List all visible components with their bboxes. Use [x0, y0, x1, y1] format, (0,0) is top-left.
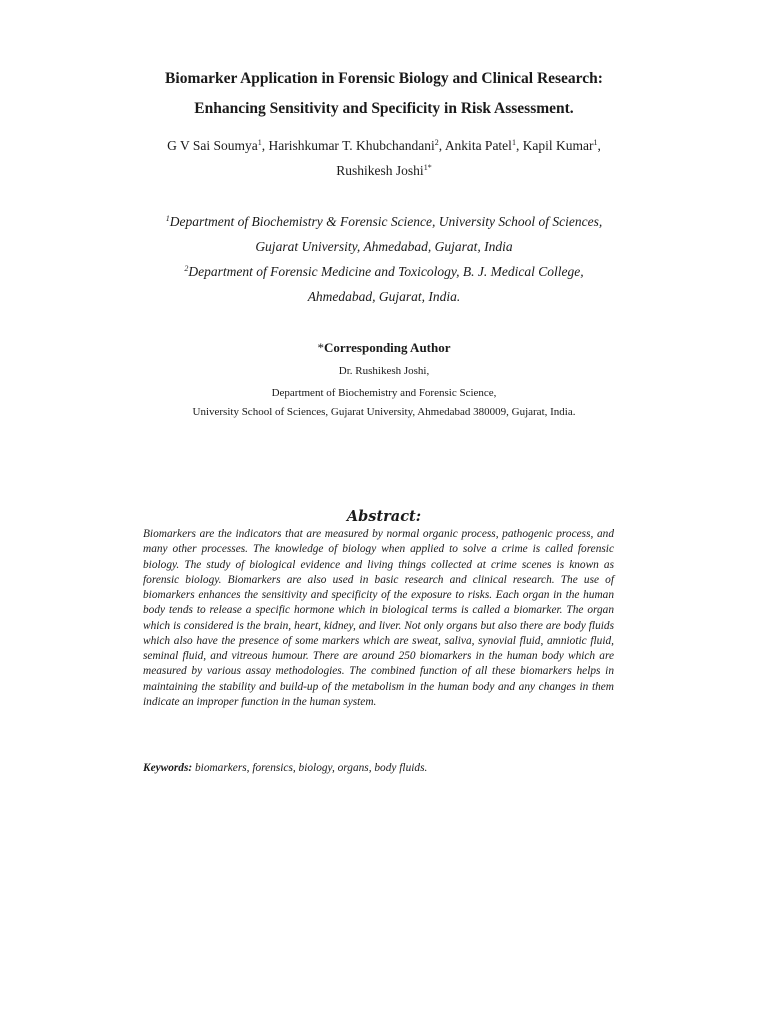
affiliation-text: Department of Forensic Medicine and Toxicology, B. J. Medical College,: [188, 264, 584, 279]
abstract-body: Biomarkers are the indicators that are measured by normal organic process, pathogenic process, and many other processes. The knowledge of biology when applied to solve a crime is called forensic biology. The study of biological evidence and living things collected at crime scenes is known as forensic biology. Biomarkers are also used in basic research and clinical research. The use of biomarkers enhances the sensitivity and specificity of the exposure to risks. Each organ in the human body tends to release a specific hormone which in biological terms is called a biomarker. The organ which is considered is the brain, heart, kidney, and liver. Not only organs but also there are body fluids which also have the presence of some markers which are sweat, saliva, synovial fluid, amniotic fluid, seminal fluid, and vitreous humour. There are around 250 biomarkers in the human body which are measured by various assay methodologies. The combined function of all these biomarkers helps in maintaining the stability and build-up of the metabolism in the human body and any changes in them indicate an improper function in the human system.: [143, 528, 614, 708]
author-name: Ankita Patel: [444, 138, 512, 153]
author-separator: ,: [438, 138, 445, 153]
affiliation-mark: 1: [165, 214, 170, 223]
affiliation-2-line-1: [100, 260, 668, 284]
author-separator: ,: [515, 138, 523, 153]
affiliation-1-line-1: [100, 210, 668, 234]
corresponding-star: *: [317, 340, 324, 355]
author-affiliation-mark: 1*: [423, 163, 432, 172]
author-separator: ,: [597, 138, 601, 153]
author-name: Rushikesh Joshi: [336, 163, 424, 178]
author-name: Kapil Kumar: [522, 138, 594, 153]
author-affiliation-mark: 2: [434, 138, 439, 147]
corresponding-author-heading: [100, 336, 668, 360]
affiliation-2-line-2: Ahmedabad, Gujarat, India.: [307, 289, 461, 304]
author-affiliation-mark: 1: [511, 138, 516, 147]
corresponding-heading-text: Corresponding Author: [323, 340, 451, 355]
author-separator: ,: [261, 138, 269, 153]
keywords-label: Keywords:: [143, 762, 193, 774]
affiliation-text: Department of Biochemistry & Forensic Science, University School of Sciences,: [169, 214, 603, 229]
author-name: Harishkumar T. Khubchandani: [268, 138, 435, 153]
author-list-line-2: [100, 158, 668, 184]
affiliation-mark: 2: [184, 264, 189, 273]
author-affiliation-mark: 1: [257, 138, 262, 147]
paper-title-line-1: Biomarker Application in Forensic Biology and Clinical Research:: [165, 70, 603, 87]
keywords-line: [143, 759, 614, 777]
abstract-heading: Abstract:: [346, 508, 422, 525]
corresponding-author-name: Dr. Rushikesh Joshi,: [338, 365, 430, 377]
author-list-line-1: [100, 133, 668, 159]
corresponding-author-department: Department of Biochemistry and Forensic Science,: [271, 387, 497, 399]
author-name: G V Sai Soumya: [167, 138, 258, 153]
author-affiliation-mark: 1: [593, 138, 598, 147]
paper-title-line-2: Enhancing Sensitivity and Specificity in Risk Assessment.: [194, 100, 574, 117]
keywords-text: biomarkers, forensics, biology, organs, body fluids.: [192, 762, 428, 774]
corresponding-author-address: University School of Sciences, Gujarat University, Ahmedabad 380009, Gujarat, India.: [192, 406, 576, 418]
affiliation-1-line-2: Gujarat University, Ahmedabad, Gujarat, India: [255, 239, 513, 254]
